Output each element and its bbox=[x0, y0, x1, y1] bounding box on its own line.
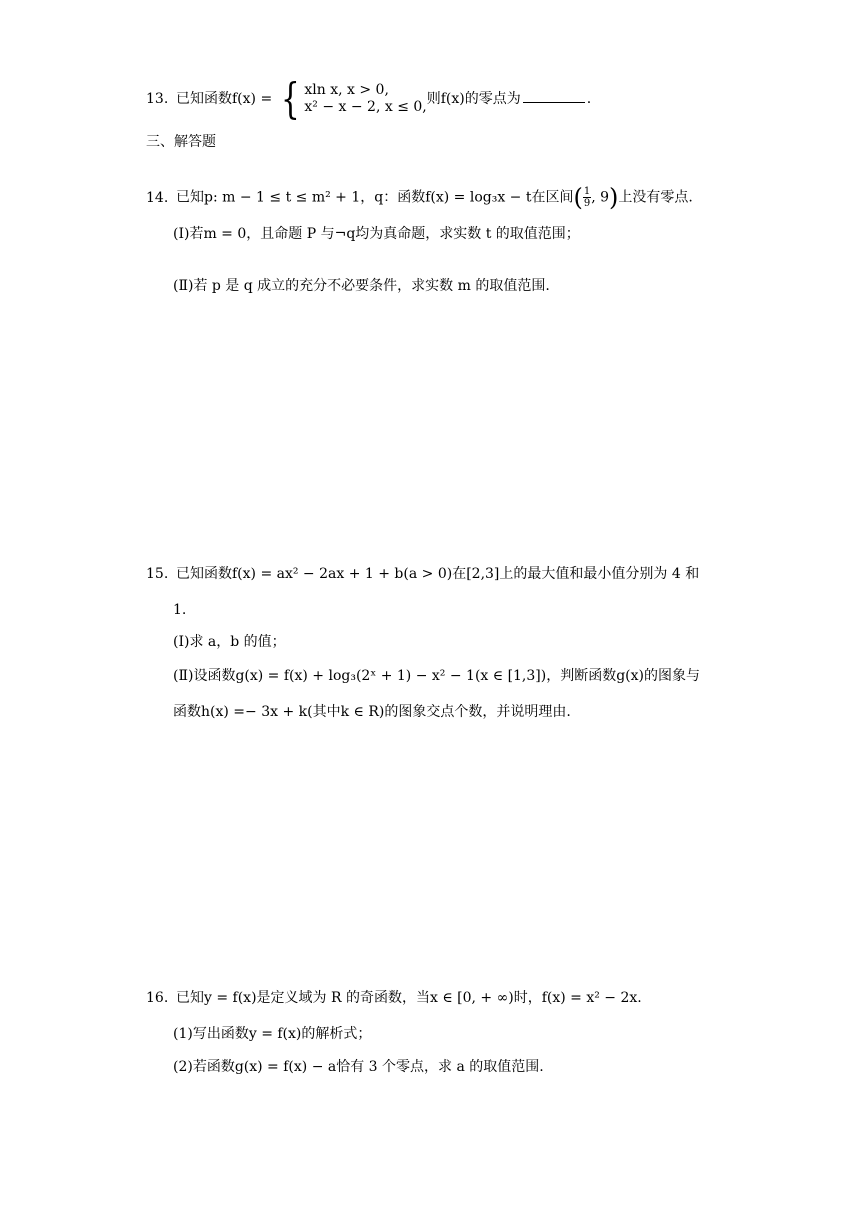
q13-tail: 则f(x)的零点为 bbox=[426, 91, 521, 107]
q15-part2b: 函数h(x) =− 3x + k(其中k ∈ R)的图象交点个数，并说明理由. bbox=[173, 704, 571, 720]
left-brace: { bbox=[280, 74, 300, 123]
question-number: 16. bbox=[146, 990, 169, 1006]
q15-line1 bbox=[146, 564, 699, 584]
q14-line bbox=[146, 183, 693, 212]
question-number: 13. bbox=[146, 91, 169, 107]
q15-line2: 1. bbox=[173, 602, 187, 618]
case-2: x² − x − 2, x ≤ 0, bbox=[304, 99, 427, 115]
q16-part2: (2)若函数g(x) = f(x) − a恰有 3 个零点，求 a 的取值范围. bbox=[173, 1059, 544, 1075]
case-1: xln x, x > 0, bbox=[304, 82, 389, 98]
q16-text: 已知y = f(x)是定义域为 R 的奇函数，当x ∈ [0, + ∞)时，f(x) = x² − 2x. bbox=[176, 990, 642, 1006]
q15-part2a: (Ⅱ)设函数g(x) = f(x) + log₃(2ˣ + 1) − x² − 1(x ∈ [1,3])，判断函数g(x)的图象与 bbox=[173, 668, 700, 684]
section-heading: 三、解答题 bbox=[146, 134, 216, 150]
q13-lead: 已知函数f(x) = bbox=[176, 91, 273, 107]
q15-text: 已知函数f(x) = ax² − 2ax + 1 + b(a > 0)在[2,3]上的最大值和最小值分别为 4 和 bbox=[176, 566, 700, 582]
q14-tail: 上没有零点. bbox=[618, 189, 693, 206]
q14-lead: 已知p: m − 1 ≤ t ≤ m² + 1，q：函数f(x) = log₃x − t在区间 bbox=[176, 189, 574, 206]
fraction bbox=[583, 186, 591, 209]
q14-part2: (Ⅱ)若 p 是 q 成立的充分不必要条件，求实数 m 的取值范围. bbox=[173, 278, 550, 294]
question-number: 15. bbox=[146, 566, 169, 582]
interval-rest: , 9 bbox=[591, 189, 610, 206]
close-paren: ) bbox=[609, 183, 619, 212]
q13-end: . bbox=[586, 91, 592, 107]
q15-part1: (Ⅰ)求 a，b 的值； bbox=[173, 634, 286, 650]
q16-part1: (1)写出函数y = f(x)的解析式； bbox=[173, 1026, 372, 1042]
frac-denominator: 9 bbox=[583, 198, 591, 209]
q14-part1: (Ⅰ)若m = 0，且命题 P 与¬q均为真命题，求实数 t 的取值范围； bbox=[173, 226, 580, 242]
open-paren: ( bbox=[573, 183, 583, 212]
q16-line1 bbox=[146, 988, 642, 1008]
piecewise-function bbox=[277, 74, 427, 123]
answer-blank bbox=[523, 90, 585, 103]
q13-line bbox=[146, 74, 592, 123]
frac-numerator: 1 bbox=[583, 186, 591, 197]
question-number: 14. bbox=[146, 189, 169, 206]
